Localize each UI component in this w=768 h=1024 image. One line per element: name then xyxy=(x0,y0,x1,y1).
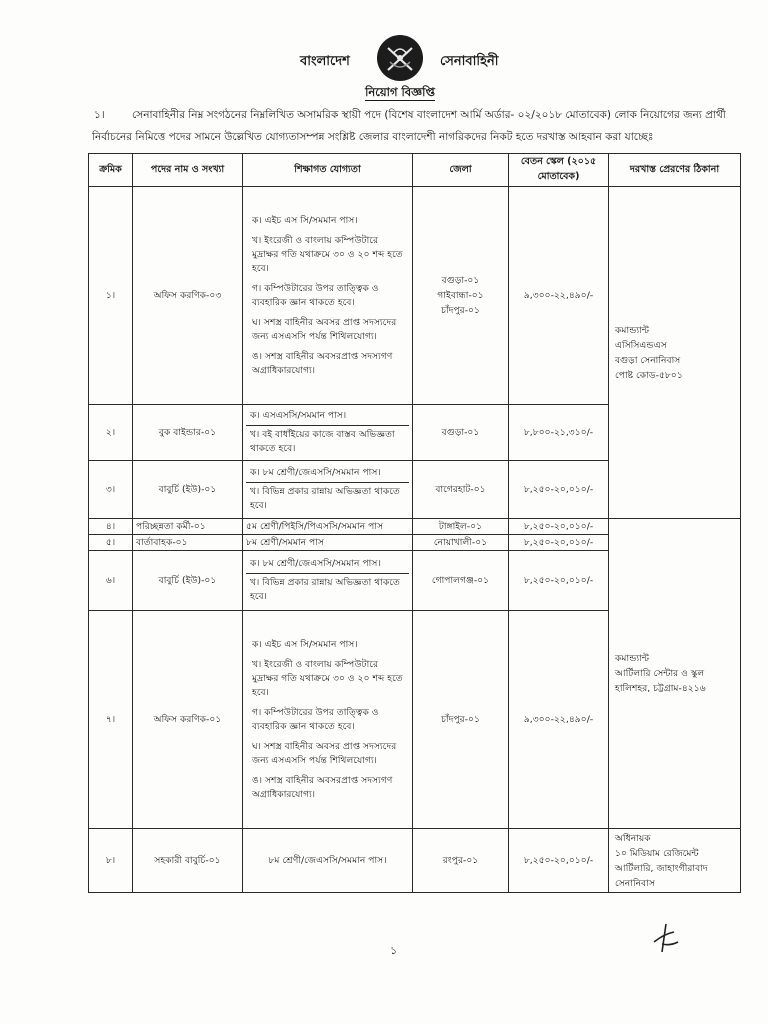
table-row xyxy=(89,187,741,405)
qualification-cell xyxy=(243,461,413,519)
scale-cell: ৯,৩০০-২২,৪৯০/- xyxy=(509,187,609,405)
army-emblem-icon xyxy=(376,34,424,82)
scale-cell: ৮,২৫০-২০,০১০/- xyxy=(509,551,609,611)
district-cell: নোয়াখালী-০১ xyxy=(413,535,509,551)
scale-cell: ৮,২৫০-২০,০১০/- xyxy=(509,519,609,535)
serial-cell: ৮। xyxy=(89,829,133,893)
address-cell: অধিনায়ক ১০ মিডিয়াম রেজিমেন্ট আর্টিলারি, জাহাংগীরাবাদ সেনানিবাস xyxy=(609,829,741,893)
serial-cell: ৪। xyxy=(89,519,133,535)
qualification-item: ক। এইচ এস সি/সমমান পাস। xyxy=(252,638,358,650)
qualification-item: ঙ। সশস্ত্র বাহিনীর অবসরপ্রাপ্ত সদস্যগণ অগ্রাধিকারযোগ্য। xyxy=(252,350,393,376)
page-number: ১ xyxy=(390,944,398,957)
signature-mark-icon xyxy=(648,920,684,956)
district-cell: রংপুর-০১ xyxy=(413,829,509,893)
intro-text: সেনাবাহিনীর নিম্ন সংগঠনের নিম্নলিখিত অসামরিক স্থায়ী পদে (বিশেষ বাংলাদেশ আর্মি অর্ডার- ০২/২০১৮ মোতাবেক) লোক নিয়োগের জন্য প্রার্থী নির্বাচনের নিমিত্তে পদের সামনে উল্লেখিত যোগ্যতাসম্পন্ন সংশ্লিষ্ট জেলার বাংলাদেশী নাগরিকদের নিকট হতে দরখাস্ত আহবান করা যাচ্ছেঃ xyxy=(92,109,726,143)
serial-cell: ৭। xyxy=(89,611,133,829)
table-row xyxy=(89,519,741,535)
qualification-item: খ। ইংরেজী ও বাংলায় কম্পিউটারে মুদ্রাক্ষর গতি যথাক্রমে ৩০ ও ২০ শব্দ হতে হবে। xyxy=(252,658,403,698)
qualification-item: ক। এইচ এস সি/সমমান পাস। xyxy=(252,214,358,226)
scale-cell: ৮,৮০০-২১,৩১০/- xyxy=(509,405,609,461)
notice-title: নিয়োগ বিজ্ঞপ্তি xyxy=(365,85,435,99)
table-row xyxy=(89,829,741,893)
intro-paragraph xyxy=(92,104,752,148)
qualification-item: ঘ। সশস্ত্র বাহিনীর অবসর প্রাপ্ত সদস্যদের জন্য এসএসসি পর্যন্ত শিথিলযোগ্য। xyxy=(252,740,397,766)
district-cell: বাগেরহাট-০১ xyxy=(413,461,509,519)
table-header-row xyxy=(89,154,741,187)
post-cell: অফিস করণিক-০৩ xyxy=(133,187,243,405)
post-cell: বাবুর্চি (ইউ)-০১ xyxy=(133,551,243,611)
serial-cell: ৫। xyxy=(89,535,133,551)
letterhead xyxy=(0,34,768,84)
address-cell: কমান্ড্যান্ট আর্টিলারি সেন্টার ও স্কুল হালিশহর, চট্টগ্রাম-৪২১৬ xyxy=(609,519,741,829)
qualification-item: গ। কম্পিউটারের উপর তাত্ত্বিক ও ব্যবহারিক জ্ঞান থাকতে হবে। xyxy=(252,706,379,732)
serial-cell: ৬। xyxy=(89,551,133,611)
qualification-item: খ। বই বাধাঁইয়ের কাজে বাস্তব অভিজ্ঞতা থাকতে হবে। xyxy=(250,429,395,454)
col-district-header: জেলা xyxy=(413,154,509,187)
qualification-item: ঘ। সশস্ত্র বাহিনীর অবসর প্রাপ্ত সদস্যদের জন্য এসএসসি পর্যন্ত শিথিলযোগ্য। xyxy=(252,316,397,342)
district-cell: বগুড়া-০১ xyxy=(413,405,509,461)
district-cell: চাঁদপুর-০১ xyxy=(413,611,509,829)
qualification-item: ঙ। সশস্ত্র বাহিনীর অবসরপ্রাপ্ত সদস্যগণ অগ্রাধিকারযোগ্য। xyxy=(252,774,393,800)
district-cell: বগুড়া-০১ গাইবান্ধা-০১ চাঁদপুর-০১ xyxy=(413,187,509,405)
address-cell: কমান্ড্যান্ট এসিসিএন্ডএস বগুড়া সেনানিবাস পোষ্ট কোড-৫৮০১ xyxy=(609,187,741,519)
post-cell: সহকারী বাবুর্চি-০১ xyxy=(133,829,243,893)
qualification-cell xyxy=(243,611,413,829)
scale-cell: ৮,২৫০-২০,০১০/- xyxy=(509,829,609,893)
col-scale-header: বেতন স্কেল (২০১৫ মোতাবেক) xyxy=(509,154,609,187)
post-cell: পরিচ্ছন্নতা কর্মী-০১ xyxy=(133,519,243,535)
qualification-cell: ৮ম শ্রেণী/জেএসসি/সমমান পাস। xyxy=(243,829,413,893)
qualification-item: খ। ইংরেজী ও বাংলায় কম্পিউটারে মুদ্রাক্ষর গতি যথাক্রমে ৩০ ও ২০ শব্দ হতে হবে। xyxy=(252,234,403,274)
post-cell: অফিস করণিক-০১ xyxy=(133,611,243,829)
qualification-item: ক। এসএসসি/সমমান পাস। xyxy=(246,407,409,426)
header-country: বাংলাদেশ xyxy=(300,54,350,69)
post-cell: বাবুর্চি (ইউ)-০১ xyxy=(133,461,243,519)
serial-cell: ২। xyxy=(89,405,133,461)
qualification-item: খ। বিভিন্ন প্রকার রান্নায় অভিজ্ঞতা থাকতে হবে। xyxy=(250,486,400,511)
header-army: সেনাবাহিনী xyxy=(440,54,499,69)
qualification-cell xyxy=(243,405,413,461)
col-serial-header: ক্রমিক xyxy=(89,154,133,187)
qualification-item: গ। কম্পিউটারের উপর তাত্ত্বিক ও ব্যবহারিক জ্ঞান থাকতে হবে। xyxy=(252,282,379,308)
recruitment-table xyxy=(88,153,741,893)
qualification-item: ক। ৮ম শ্রেণী/জেএসসি/সমমান পাস। xyxy=(246,555,409,574)
post-cell: বুক বাইন্ডার-০১ xyxy=(133,405,243,461)
serial-cell: ১। xyxy=(89,187,133,405)
scale-cell: ৮,২৫০-২০,০১০/- xyxy=(509,535,609,551)
col-address-header: দরখাস্ত প্রেরণের ঠিকানা xyxy=(609,154,741,187)
col-post-header: পদের নাম ও সংখ্যা xyxy=(133,154,243,187)
scale-cell: ৮,২৫০-২০,০১০/- xyxy=(509,461,609,519)
serial-cell: ৩। xyxy=(89,461,133,519)
district-cell: গোপালগঞ্জ-০১ xyxy=(413,551,509,611)
qualification-cell xyxy=(243,551,413,611)
post-cell: বার্তাবাহক-০১ xyxy=(133,535,243,551)
qualification-item: ক। ৮ম শ্রেণী/জেএসসি/সমমান পাস। xyxy=(246,464,409,483)
intro-number: ১। xyxy=(94,109,105,121)
col-qualification-header: শিক্ষাগত যোগ্যতা xyxy=(243,154,413,187)
qualification-item: খ। বিভিন্ন প্রকার রান্নায় অভিজ্ঞতা থাকতে হবে। xyxy=(250,577,400,602)
district-cell: টাঙ্গাইল-০১ xyxy=(413,519,509,535)
qualification-cell: ৮ম শ্রেণী/সমমান পাস xyxy=(243,535,413,551)
scale-cell: ৯,৩০০-২২,৪৯০/- xyxy=(509,611,609,829)
qualification-cell xyxy=(243,187,413,405)
qualification-cell: ৫ম শ্রেণী/পিইসি/পিএসসি/সমমান পাস xyxy=(243,519,413,535)
